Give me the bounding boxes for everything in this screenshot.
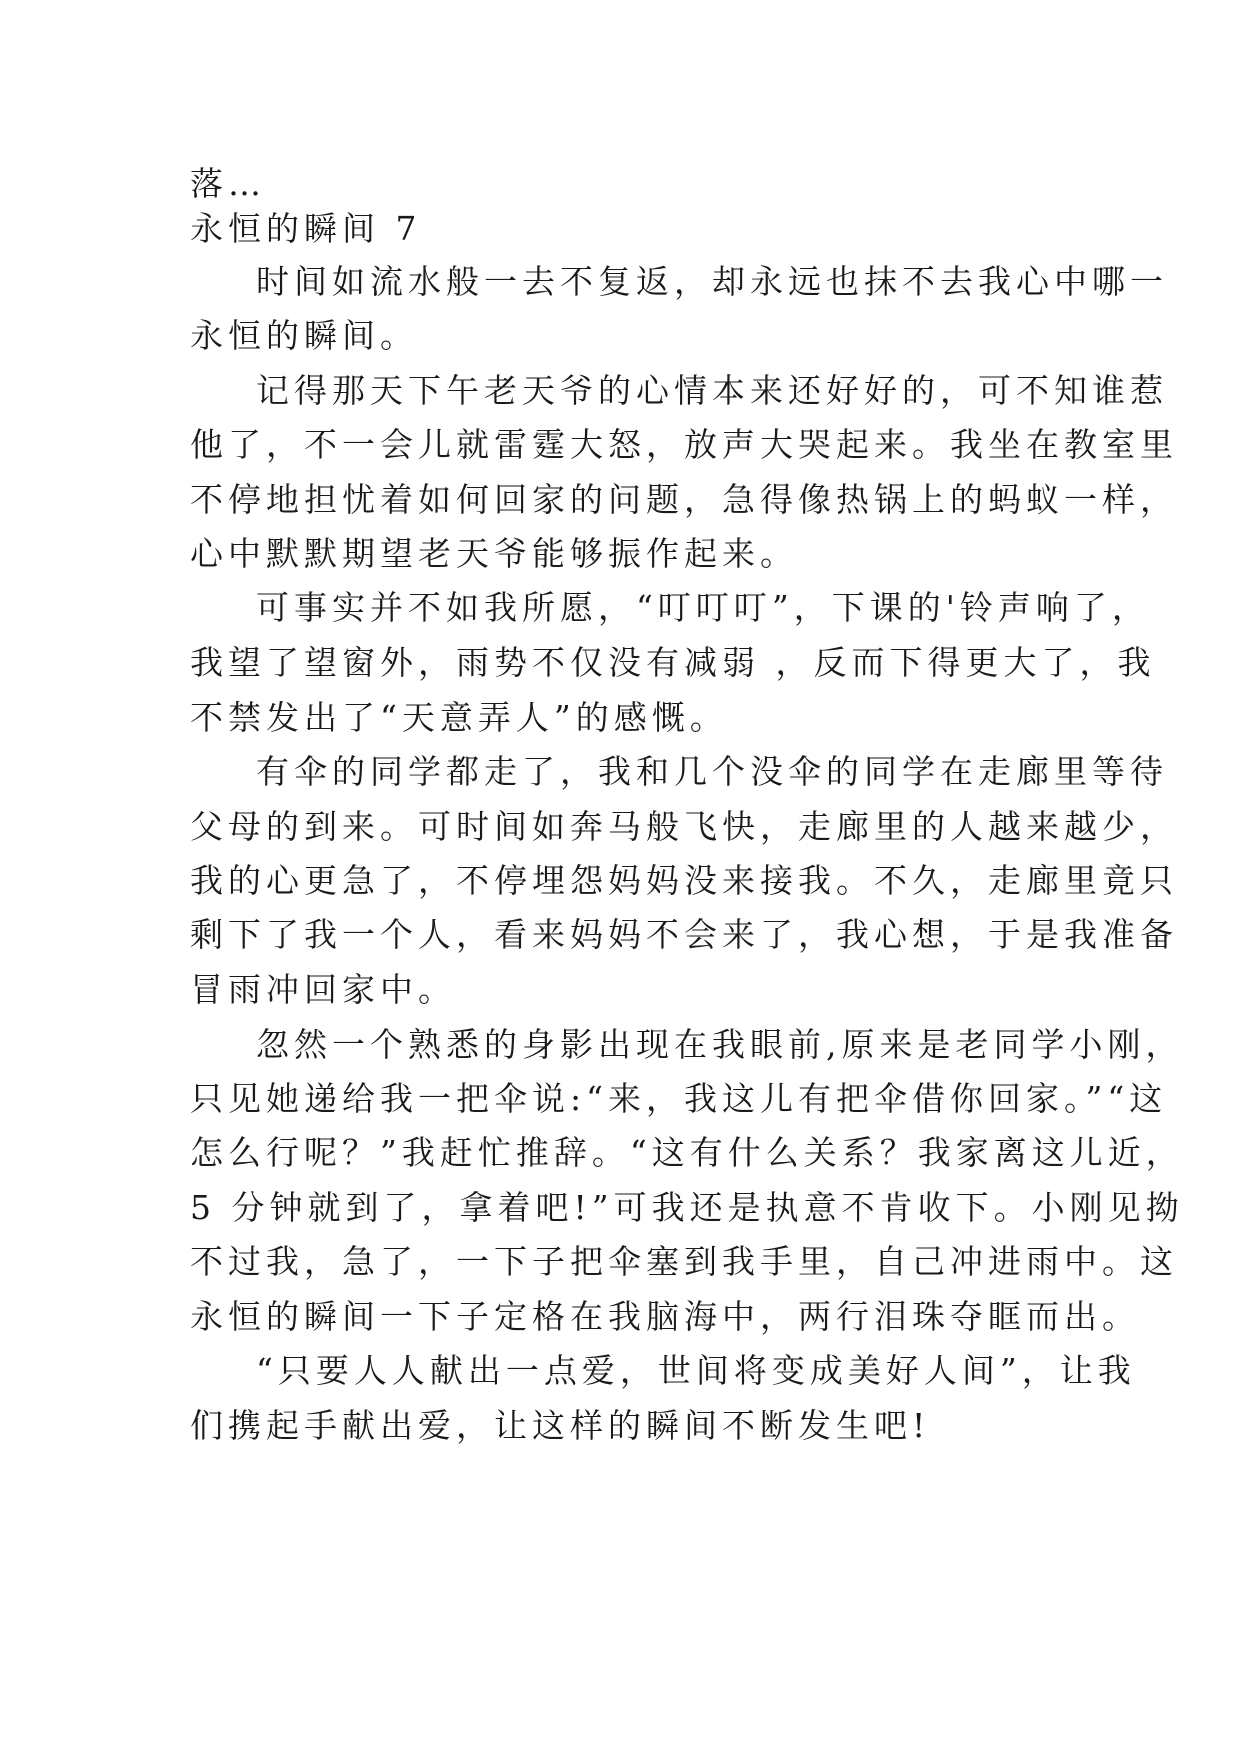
paragraph-2-line-3: 不停地担忧着如何回家的问题，急得像热锅上的蚂蚁一样， bbox=[190, 480, 1178, 519]
paragraph-4-line-2: 父母的到来。可时间如奔马般飞快，走廊里的人越来越少， bbox=[190, 807, 1178, 846]
paragraph-5-line-5: 不过我，急了，一下子把伞塞到我手里，自己冲进雨中。这 bbox=[190, 1242, 1178, 1281]
paragraph-5-line-4: 5 分钟就到了，拿着吧!”可我还是执意不肯收下。小刚见拗 bbox=[190, 1188, 1184, 1227]
paragraph-4-line-5: 冒雨冲回家中。 bbox=[190, 970, 456, 1009]
paragraph-5-line-3: 怎么行呢？”我赶忙推辞。“这有什么关系？我家离这儿近， bbox=[190, 1133, 1184, 1172]
paragraph-1-line-1: 时间如流水般一去不复返，却永远也抹不去我心中哪一 bbox=[256, 262, 1168, 301]
paragraph-4-line-4: 剩下了我一个人，看来妈妈不会来了，我心想，于是我准备 bbox=[190, 915, 1178, 954]
paragraph-5-line-6: 永恒的瞬间一下子定格在我脑海中，两行泪珠夺眶而出。 bbox=[190, 1297, 1140, 1336]
paragraph-3-line-3: 不禁发出了“天意弄人”的感慨。 bbox=[190, 698, 728, 737]
paragraph-6-line-1: “只要人人献出一点爱，世间将变成美好人间”，让我 bbox=[256, 1351, 1136, 1390]
section-title: 永恒的瞬间 7 bbox=[190, 209, 422, 248]
text-line-continuation: 落… bbox=[190, 164, 266, 203]
paragraph-4-line-3: 我的心更急了，不停埋怨妈妈没来接我。不久，走廊里竟只 bbox=[190, 861, 1178, 900]
paragraph-3-line-2: 我望了望窗外，雨势不仅没有减弱 ，反而下得更大了，我 bbox=[190, 643, 1156, 682]
paragraph-2-line-4: 心中默默期望老天爷能够振作起来。 bbox=[190, 534, 798, 573]
paragraph-4-line-1: 有伞的同学都走了，我和几个没伞的同学在走廊里等待 bbox=[256, 752, 1168, 791]
paragraph-5-line-1: 忽然一个熟悉的身影出现在我眼前,原来是老同学小刚， bbox=[256, 1025, 1184, 1064]
paragraph-1-line-2: 永恒的瞬间。 bbox=[190, 316, 418, 355]
paragraph-5-line-2: 只见她递给我一把伞说:“来，我这儿有把伞借你回家。”“这 bbox=[190, 1079, 1168, 1118]
paragraph-3-line-1: 可事实并不如我所愿，“叮叮叮”，下课的'铃声响了， bbox=[256, 588, 1150, 627]
paragraph-6-line-2: 们携起手献出爱，让这样的瞬间不断发生吧! bbox=[190, 1406, 931, 1445]
paragraph-2-line-1: 记得那天下午老天爷的心情本来还好好的，可不知谁惹 bbox=[256, 371, 1168, 410]
paragraph-2-line-2: 他了，不一会儿就雷霆大怒，放声大哭起来。我坐在教室里 bbox=[190, 425, 1178, 464]
